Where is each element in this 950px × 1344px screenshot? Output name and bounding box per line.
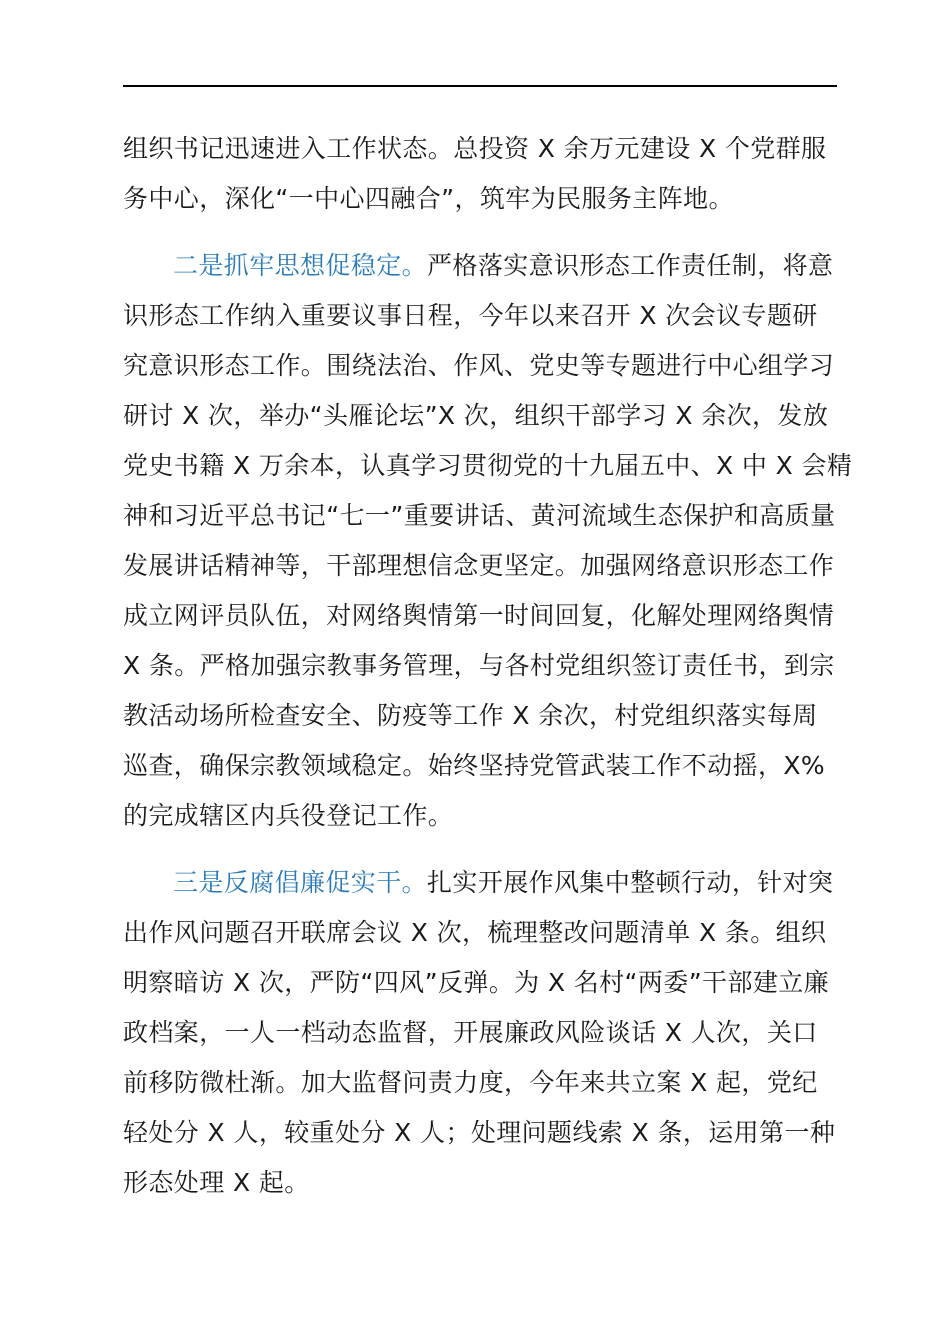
- section-heading: 二是抓牢思想促稳定。: [173, 251, 428, 280]
- text-line: 的完成辖区内兵役登记工作。: [123, 801, 454, 830]
- header-rule: [123, 85, 837, 87]
- text-line: 巡查，确保宗教领域稳定。始终坚持党管武装工作不动摇，X%: [123, 751, 826, 780]
- text-line: 务中心，深化“一中心四融合”，筑牢为民服务主阵地。: [123, 184, 734, 213]
- text-line: 形态处理 X 起。: [123, 1168, 310, 1197]
- text-line: 政档案，一人一档动态监督，开展廉政风险谈话 X 人次，关口: [123, 1018, 818, 1047]
- text-run: 扎实开展作风集中整顿行动，针对突: [427, 868, 834, 897]
- text-line: 出作风问题召开联席会议 X 次，梳理整改问题清单 X 条。组织: [123, 918, 827, 947]
- paragraph-anti-corruption: [123, 858, 837, 1208]
- text-line: 前移防微杜渐。加大监督问责力度，今年来共立案 X 起，党纪: [123, 1068, 818, 1097]
- paragraph-first-line: [123, 241, 837, 291]
- text-line: 党史书籍 X 万余本，认真学习贯彻党的十九届五中、X 中 X 会精: [123, 451, 853, 480]
- section-heading: 三是反腐倡廉促实干。: [173, 868, 428, 897]
- text-line: 究意识形态工作。围绕法治、作风、党史等专题进行中心组学习: [123, 351, 835, 380]
- text-line: 明察暗访 X 次，严防“四风”反弹。为 X 名村“两委”干部建立廉: [123, 968, 830, 997]
- text-line: 研讨 X 次，举办“头雁论坛”X 次，组织干部学习 X 余次，发放: [123, 401, 829, 430]
- paragraph-continuation: [123, 124, 837, 224]
- text-run: 严格落实意识形态工作责任制，将意: [427, 251, 834, 280]
- text-line: 组织书记迅速进入工作状态。总投资 X 余万元建设 X 个党群服: [123, 134, 827, 163]
- text-line: 识形态工作纳入重要议事日程，今年以来召开 X 次会议专题研: [123, 301, 818, 330]
- text-line: 教活动场所检查安全、防疫等工作 X 余次，村党组织落实每周: [123, 701, 818, 730]
- text-line: 成立网评员队伍，对网络舆情第一时间回复，化解处理网络舆情: [123, 601, 835, 630]
- text-line: 发展讲话精神等，干部理想信念更坚定。加强网络意识形态工作: [123, 551, 835, 580]
- document-body: [123, 124, 853, 1225]
- text-line: 轻处分 X 人，较重处分 X 人；处理问题线索 X 条，运用第一种: [123, 1118, 836, 1147]
- text-line: X 条。严格加强宗教事务管理，与各村党组织签订责任书，到宗: [123, 651, 835, 680]
- paragraph-ideology-stability: [123, 241, 853, 841]
- paragraph-first-line: [123, 858, 837, 908]
- text-line: 神和习近平总书记“七一”重要讲话、黄河流域生态保护和高质量: [123, 501, 836, 530]
